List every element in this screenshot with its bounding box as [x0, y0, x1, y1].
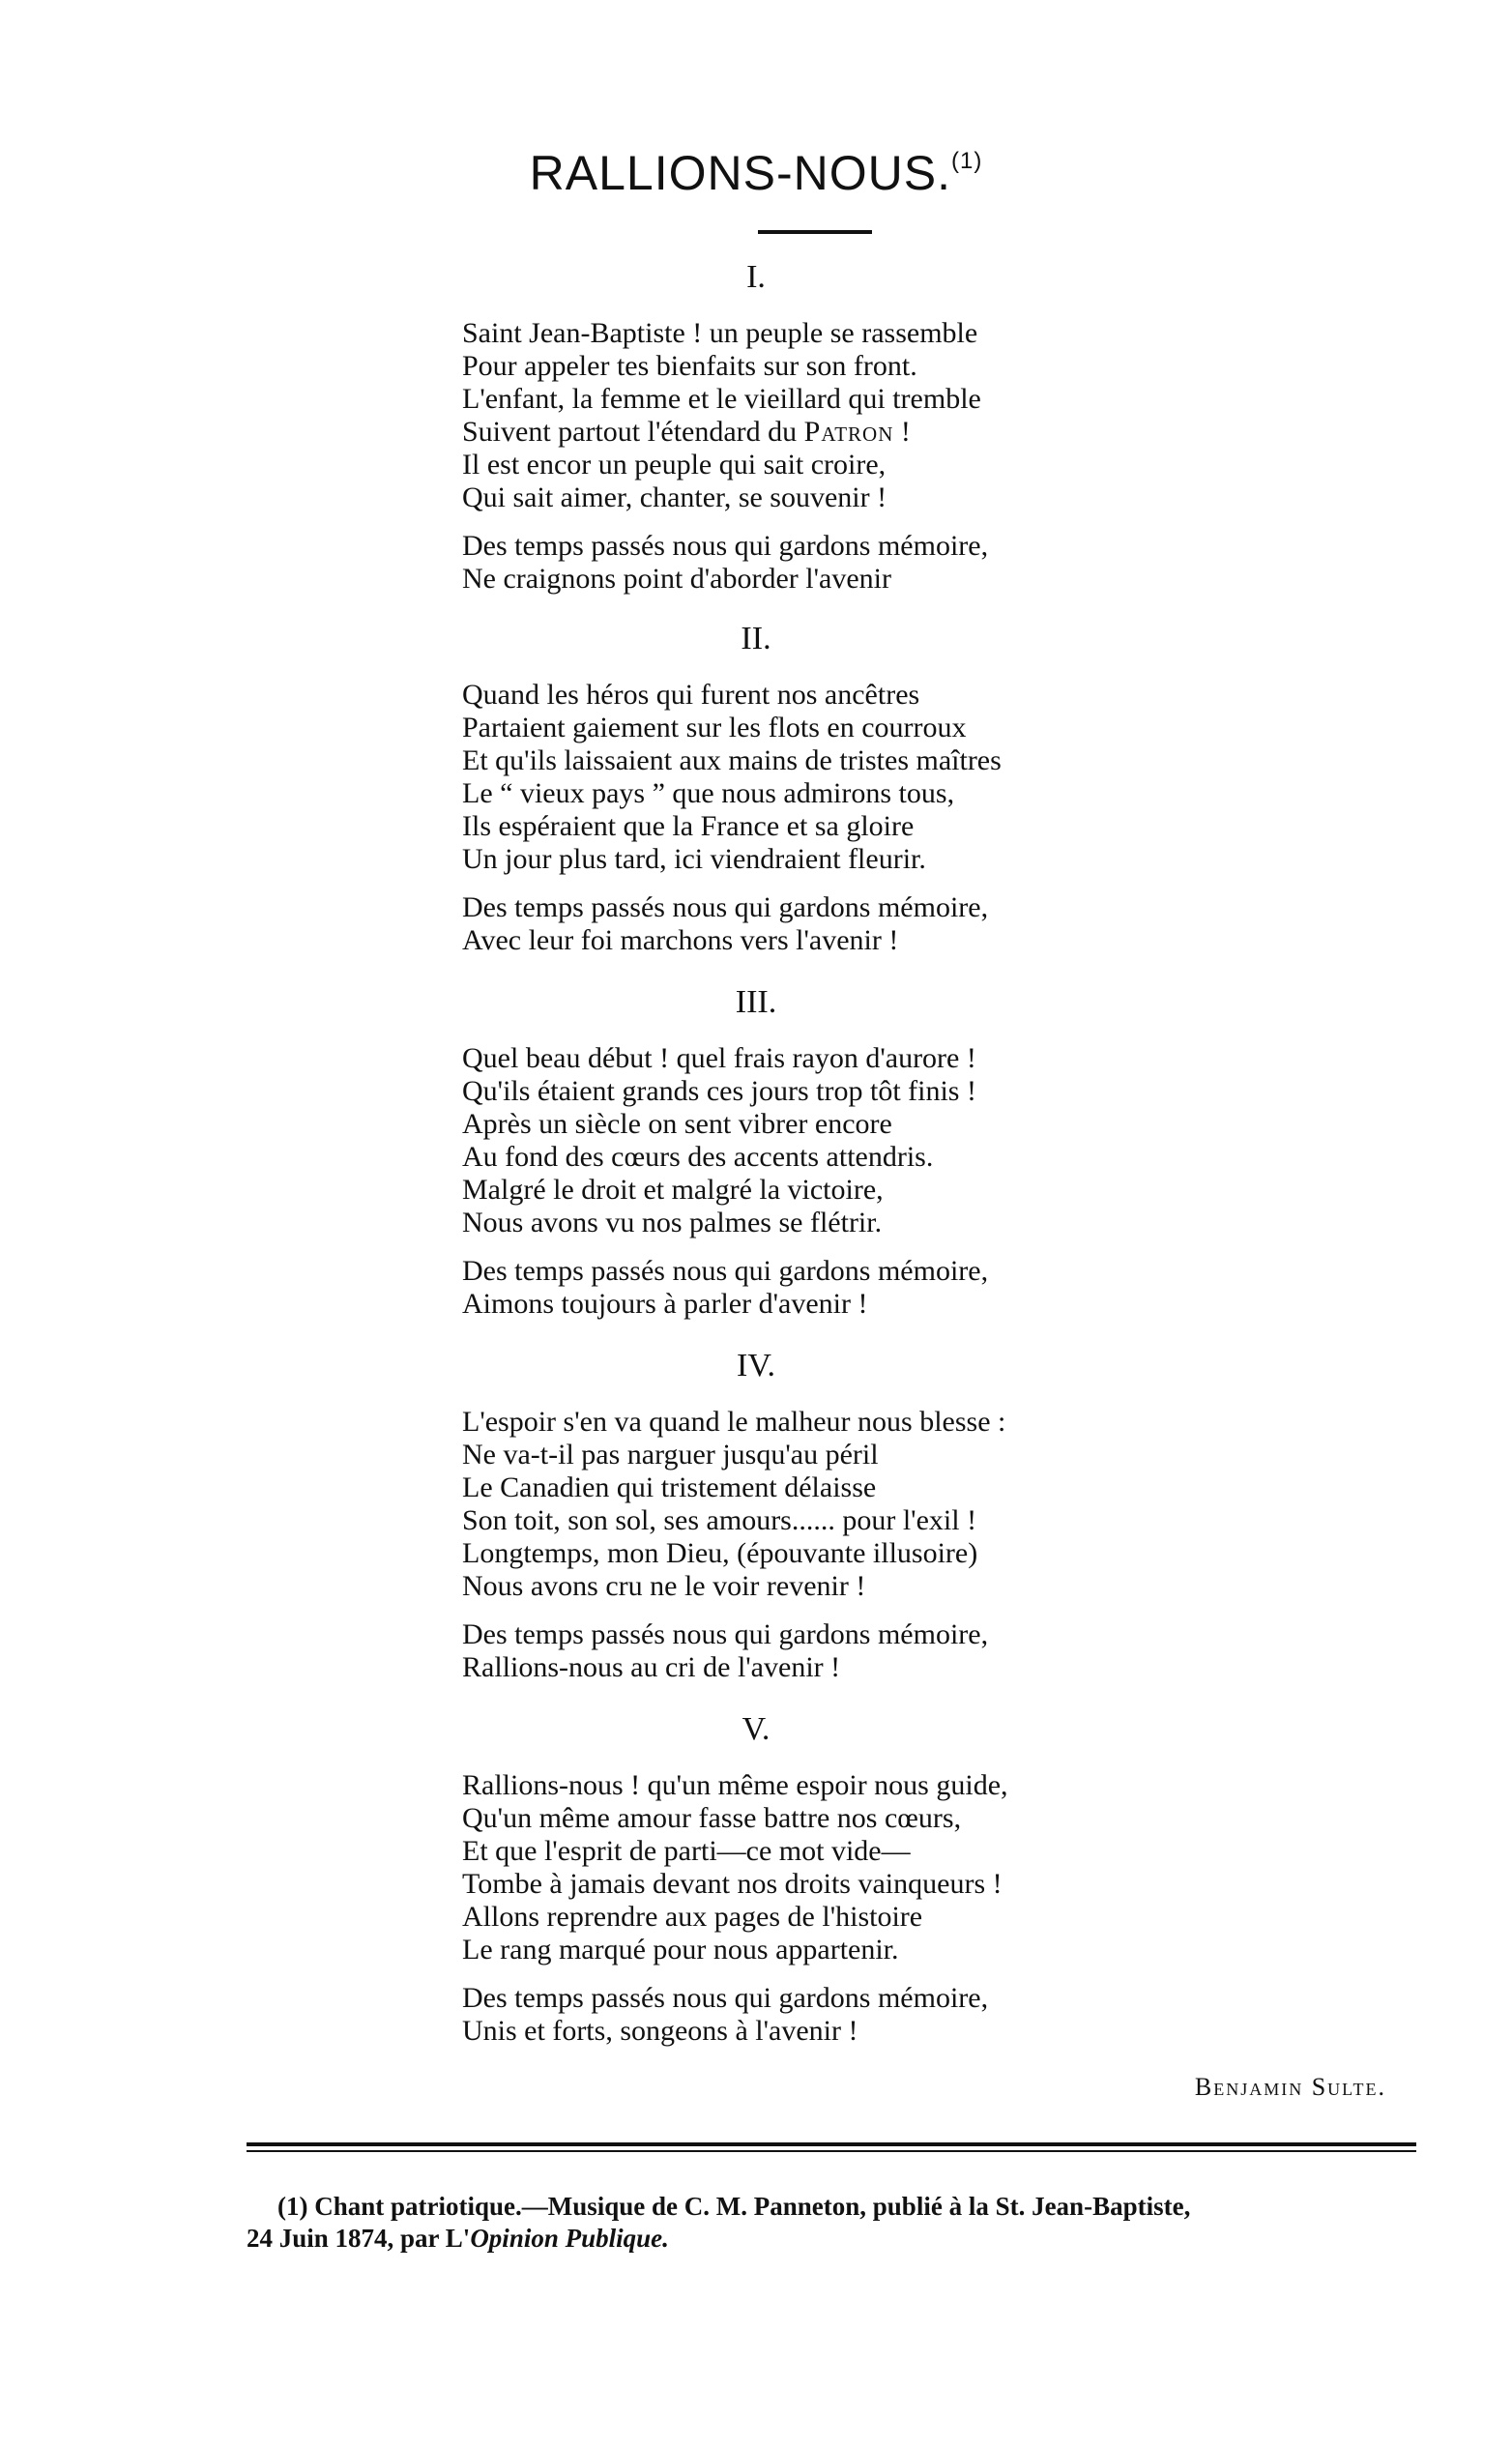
refrain-line: Aimons toujours à parler d'avenir !: [462, 1288, 868, 1320]
footnote-line-2: [247, 2223, 1445, 2255]
stanza-line: Tombe à jamais devant nos droits vainqueurs !: [462, 1868, 1003, 1900]
refrain-line: Des temps passés nous qui gardons mémoire,: [462, 891, 989, 923]
footnote-rule: [247, 2142, 1416, 2146]
refrain-line: Rallions-nous au cri de l'avenir !: [462, 1651, 841, 1683]
stanza-1: [462, 317, 1236, 596]
stanza-line: Le rang marqué pour nous appartenir.: [462, 1934, 899, 1966]
refrain-line: Des temps passés nous qui gardons mémoire,: [462, 1982, 989, 2014]
stanza-1-numeral: I.: [746, 259, 766, 295]
refrain-line: Avec leur foi marchons vers l'avenir !: [462, 924, 899, 956]
stanza-line: Qui sait aimer, chanter, se souvenir !: [462, 481, 887, 513]
stanza-line: Ne va-t-il pas narguer jusqu'au péril: [462, 1439, 879, 1471]
stanza-3-numeral: III.: [735, 984, 777, 1020]
refrain: [462, 891, 1236, 957]
stanza-line: Saint Jean-Baptiste ! un peuple se rassemble: [462, 317, 978, 349]
patron-suffix: !: [893, 416, 911, 448]
stanza-line: Malgré le droit et malgré la victoire,: [462, 1174, 884, 1206]
stanza-5: [462, 1769, 1236, 2048]
stanza-5-numeral: V.: [741, 1711, 771, 1747]
footnote-line-2-prefix: 24 Juin 1874, par L': [247, 2224, 471, 2253]
stanza-line: Nous avons cru ne le voir revenir !: [462, 1570, 866, 1602]
poem-title-text: RALLIONS-NOUS.: [529, 146, 951, 200]
stanza-line: Son toit, son sol, ses amours...... pour l'exil !: [462, 1504, 977, 1536]
stanza-4-numeral: IV.: [737, 1348, 775, 1383]
refrain: [462, 1255, 1236, 1321]
footnote-marker: (1): [950, 148, 983, 174]
stanza-line: [462, 416, 1236, 449]
poem-title: [0, 145, 1512, 201]
stanza-line: Partaient gaiement sur les flots en courroux: [462, 712, 967, 743]
footnote: [247, 2191, 1445, 2255]
stanza-line: Le Canadien qui tristement délaisse: [462, 1471, 877, 1503]
stanza-line: Quel beau début ! quel frais rayon d'aurore !: [462, 1042, 976, 1074]
refrain-line: Des temps passés nous qui gardons mémoire,: [462, 1618, 989, 1650]
stanza-line: Ils espéraient que la France et sa gloire: [462, 810, 915, 842]
stanza-line: Un jour plus tard, ici viendraient fleurir.: [462, 843, 926, 875]
stanza-line: L'enfant, la femme et le vieillard qui tremble: [462, 383, 981, 415]
stanza-line: Allons reprendre aux pages de l'histoire: [462, 1901, 923, 1933]
refrain: [462, 530, 1236, 596]
stanza-line: Quand les héros qui furent nos ancêtres: [462, 679, 920, 711]
stanza-line: Et qu'ils laissaient aux mains de tristes maîtres: [462, 744, 1002, 776]
stanza-3: [462, 1042, 1236, 1321]
refrain-line: Unis et forts, songeons à l'avenir !: [462, 2015, 858, 2047]
patron-word: Patron: [803, 416, 894, 448]
stanza-line: Longtemps, mon Dieu, (épouvante illusoire): [462, 1537, 978, 1569]
stanza-line: Après un siècle on sent vibrer encore: [462, 1108, 892, 1140]
stanza-4: [462, 1406, 1236, 1684]
stanza-line: Nous avons vu nos palmes se flétrir.: [462, 1207, 883, 1238]
footnote-rule-thin: [247, 2150, 1416, 2152]
footnote-line-1: (1) Chant patriotique.—Musique de C. M. Panneton, publié à la St. Jean-Baptiste,: [277, 2192, 1191, 2221]
refrain: [462, 1618, 1236, 1684]
stanza-line: Qu'un même amour fasse battre nos cœurs,: [462, 1802, 962, 1834]
title-rule: [758, 230, 872, 234]
stanza-line: Pour appeler tes bienfaits sur son front.: [462, 350, 917, 382]
stanza-line: Au fond des cœurs des accents attendris.: [462, 1141, 934, 1173]
stanza-line: Rallions-nous ! qu'un même espoir nous guide,: [462, 1769, 1008, 1801]
refrain: [462, 1982, 1236, 2048]
footnote-publication: Opinion Publique.: [470, 2224, 669, 2253]
refrain-line: Des temps passés nous qui gardons mémoire,: [462, 530, 989, 562]
refrain-line: Ne craignons point d'aborder l'avenir: [462, 563, 891, 595]
author-signature: Benjamin Sulte.: [1194, 2073, 1386, 2101]
refrain-line: Des temps passés nous qui gardons mémoire,: [462, 1255, 989, 1287]
stanza-line: Il est encor un peuple qui sait croire,: [462, 449, 887, 480]
stanza-2: [462, 679, 1236, 957]
stanza-2-numeral: II.: [741, 621, 771, 656]
stanza-line: L'espoir s'en va quand le malheur nous blesse :: [462, 1406, 1006, 1438]
stanza-line: Qu'ils étaient grands ces jours trop tôt finis !: [462, 1075, 976, 1107]
stanza-line: Le “ vieux pays ” que nous admirons tous,: [462, 777, 955, 809]
stanza-line-text: Suivent partout l'étendard du: [462, 416, 804, 448]
stanza-line: Et que l'esprit de parti—ce mot vide—: [462, 1835, 911, 1867]
